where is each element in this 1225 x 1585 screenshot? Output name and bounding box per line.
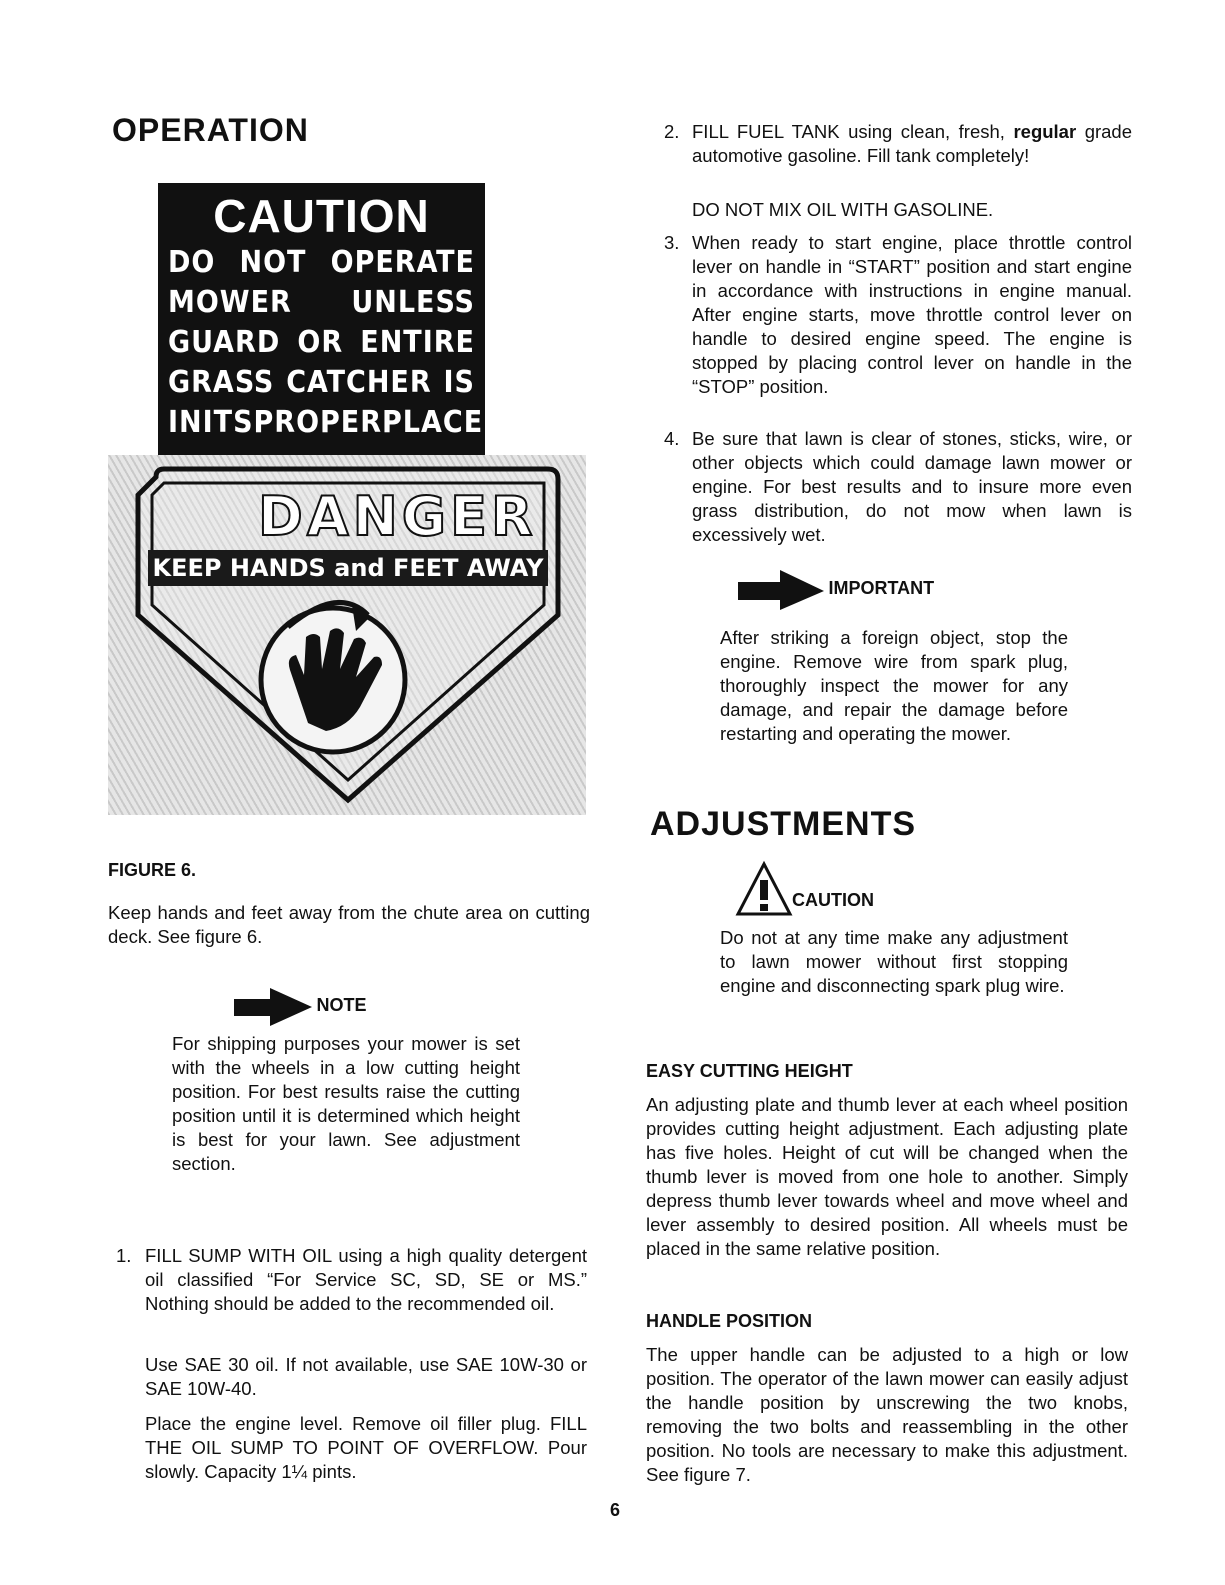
important-label: IMPORTANT bbox=[828, 578, 935, 599]
handle-position-text: The upper handle can be adjusted to a high or low position. The operator of the lawn mower can easily adjust the handle position by unscrewing the two knobs, removing the two bolts and reassembling in the other position. No tools are necessary to make this adjustment. See figure 7. bbox=[646, 1344, 1128, 1485]
figure-caption: FIGURE 6. bbox=[108, 860, 197, 880]
arrow-right-icon bbox=[234, 988, 312, 1026]
warning-triangle-icon bbox=[734, 860, 794, 916]
important-text: After striking a foreign object, stop the engine. Remove wire from spark plug, thoroughly inspect the mower for any damage, and repair the damage before restarting and operating the mower. bbox=[720, 627, 1068, 744]
operation-heading: OPERATION bbox=[112, 112, 309, 148]
step-2-text bbox=[692, 120, 1132, 168]
step-1-sae: Use SAE 30 oil. If not available, use SAE 10W-30 or SAE 10W-40. bbox=[145, 1354, 587, 1399]
easy-cutting-height-text: An adjusting plate and thumb lever at each wheel position provides cutting height adjustment. Each adjusting plate has five holes. Height of cut will be changed when the thumb lever is moved from one hole to another. Simply depress thumb lever towards wheel and move wheel and lever assembly to desired position. All wheels must be placed in the same relative position. bbox=[646, 1094, 1128, 1259]
adjustments-heading: ADJUSTMENTS bbox=[650, 805, 917, 843]
step-3-number: 3. bbox=[664, 232, 680, 253]
step-2-text-bold: regular bbox=[1013, 121, 1077, 142]
caution-label: CAUTION bbox=[792, 890, 874, 910]
note-text: For shipping purposes your mower is set with the wheels in a low cutting height position. For best results raise the cutting position until it is determined which height is best for your lawn. See adjustment section. bbox=[172, 1033, 520, 1174]
caution-sign bbox=[158, 183, 495, 455]
handle-position-heading: HANDLE POSITION bbox=[646, 1311, 813, 1331]
caution-sign-line: DO NOT OPERATE bbox=[168, 245, 475, 280]
caution-sign-line: IN ITS PROPER PLACE. bbox=[168, 405, 495, 440]
page-number: 6 bbox=[610, 1500, 621, 1520]
caution-callout bbox=[720, 860, 1068, 998]
step-1-text: FILL SUMP WITH OIL using a high quality detergent oil classified “For Service SC, SD, SE or MS.” Nothing should be added to the recommended oil. bbox=[145, 1245, 587, 1314]
danger-sign-word: DANGER bbox=[258, 485, 537, 548]
caution-sign-title: CAUTION bbox=[213, 190, 430, 242]
danger-sign-figure bbox=[108, 455, 586, 815]
arrow-right-icon bbox=[738, 570, 824, 610]
caution-sign-line: GUARD OR ENTIRE bbox=[168, 325, 475, 360]
important-callout bbox=[720, 570, 1068, 746]
step-1-number: 1. bbox=[116, 1245, 132, 1266]
caution-header bbox=[734, 860, 1068, 916]
step-4-text: Be sure that lawn is clear of stones, sticks, wire, or other objects which could damage lawn mower or engine. For best results and to insure more even grass distribution, do not mow when lawn is excessively wet. bbox=[692, 428, 1132, 545]
note-callout bbox=[172, 988, 520, 1176]
step-2-mix: DO NOT MIX OIL WITH GASOLINE. bbox=[692, 199, 994, 220]
figure-description: Keep hands and feet away from the chute area on cutting deck. See figure 6. bbox=[108, 902, 590, 947]
note-label: NOTE bbox=[316, 995, 367, 1016]
step-2-text-b: grade automotive gasoline. Fill tank completely! bbox=[692, 121, 1133, 166]
step-2-text-a: FILL FUEL TANK using clean, fresh, bbox=[692, 121, 1005, 142]
step-4-number: 4. bbox=[664, 428, 680, 449]
step-1-place: Place the engine level. Remove oil filler plug. FILL THE OIL SUMP TO POINT OF OVERFLOW. Pour slowly. Capacity 1¼ pints. bbox=[145, 1413, 587, 1482]
caution-sign-line: GRASS CATCHER IS bbox=[168, 365, 475, 400]
easy-cutting-height-heading: EASY CUTTING HEIGHT bbox=[646, 1061, 853, 1081]
caution-sign-line: MOWER UNLESS bbox=[168, 285, 475, 320]
step-3-text: When ready to start engine, place throttle control lever on handle in “START” position and start engine in accordance with instructions in engine manual. After engine starts, move throttle control lever on handle to desired engine speed. The engine is stopped by placing control lever on handle in the “STOP” position. bbox=[692, 232, 1132, 397]
note-header bbox=[234, 988, 520, 1030]
caution-text: Do not at any time make any adjustment to lawn mower without first stopping engine and disconnecting spark plug wire. bbox=[720, 927, 1068, 996]
danger-sign-band: KEEP HANDS and FEET AWAY bbox=[148, 550, 548, 586]
important-header bbox=[738, 570, 1068, 614]
step-2-number: 2. bbox=[664, 121, 680, 142]
